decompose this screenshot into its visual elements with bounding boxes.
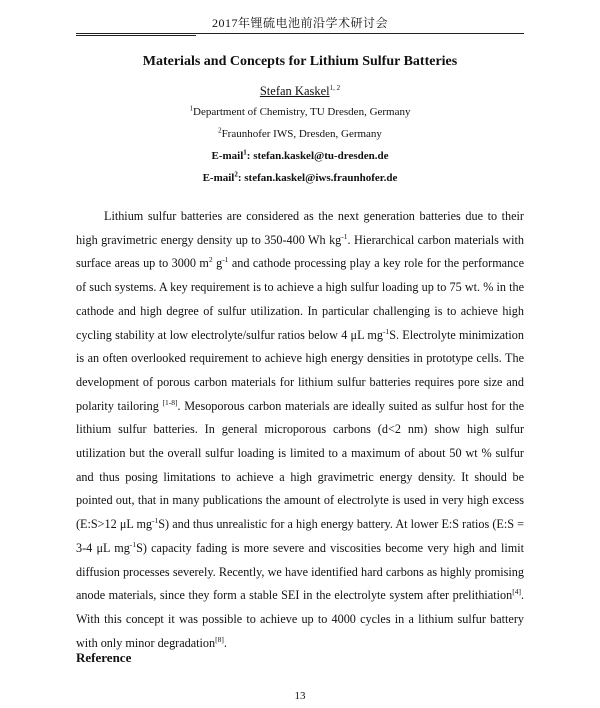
abstract-superscript: -1	[222, 255, 229, 265]
abstract-text: and cathode processing play a key role for the performance of such systems. A key requirement is to achieve a high sulfur loading up to 75 wt. % in the cathode and high degree of sulfur utilization. In particular challenging is to achieve high cycling stability at low electrolyte/sulfur ratios below 4 μL mg	[76, 256, 525, 342]
affiliation-1-text: Department of Chemistry, TU Dresden, Germany	[193, 106, 411, 118]
email-1-sep: :	[246, 150, 254, 162]
affiliation-1	[0, 106, 600, 118]
abstract-text: . With this concept it was possible to achieve up to 4000 cycles in a lithium sulfur battery with only minor degradation	[76, 588, 524, 650]
header-rule	[76, 33, 524, 34]
header-rule-accent	[76, 35, 196, 36]
abstract-text: . Mesoporous carbon materials are ideally suited as sulfur host for the lithium sulfur batteries. In general microporous carbons (d<2 nm) show high sulfur utilization but the overall sulfur loading is limited to a maximum of about 50 wt % sulfur and thus posing limitations to achieve a high gravimetric energy density. It should be pointed out, that in many publications the amount of electrolyte is used in very high excess (E:S>12 μL mg	[76, 398, 524, 532]
email-2	[0, 172, 600, 184]
email-1-mark: 1	[243, 148, 247, 157]
page-number: 13	[294, 690, 306, 702]
affiliation-2-text: Fraunhofer IWS, Dresden, Germany	[221, 128, 382, 140]
affiliation-1-mark: 1	[189, 104, 193, 113]
email-2-label: E-mail	[202, 172, 235, 184]
abstract-superscript: -1	[152, 516, 159, 526]
abstract-text: S. Electrolyte minimization is an often overlooked requirement to achieve high energy densities in prototype cells. The development of porous carbon materials for lithium sulfur batteries requires pore size and polarity tailoring	[76, 327, 524, 413]
affiliation-2	[0, 128, 600, 140]
abstract-text: S) capacity fading is more severe and viscosities become very high and limit diffusion processes severely. Recently, we have identified hard carbons as highly promising anode materials, since they form a stable SEI in the electrolyte system after prelithiation	[76, 540, 524, 603]
author-affiliation-marks: 1, 2	[329, 83, 341, 92]
email-2-mark: 2	[234, 170, 238, 179]
reference-heading: Reference	[76, 650, 132, 665]
abstract-text: .	[223, 635, 227, 650]
abstract-superscript: 2	[208, 255, 213, 265]
citation-marker: [1-8]	[162, 397, 178, 407]
abstract-text: . Hierarchical carbon materials with surface areas up to 3000 m	[76, 232, 524, 271]
author-name: Stefan Kaskel	[259, 84, 330, 98]
email-1	[0, 150, 600, 162]
abstract-superscript: -1	[129, 539, 137, 549]
citation-marker: [8]	[215, 634, 224, 644]
paper-title: Materials and Concepts for Lithium Sulfur Batteries	[142, 54, 458, 69]
abstract-superscript: -1	[382, 326, 390, 336]
email-1-address: stefan.kaskel@tu-dresden.de	[253, 150, 389, 162]
abstract-text: Lithium sulfur batteries are considered as the next generation batteries due to their high gravimetric energy density up to 350-400 Wh kg	[76, 209, 524, 247]
email-2-sep: :	[237, 172, 245, 184]
abstract-paragraph	[76, 205, 524, 655]
author-line	[0, 84, 600, 99]
citation-marker: [4]	[512, 587, 521, 597]
affiliation-2-mark: 2	[218, 126, 222, 135]
abstract-text: g	[212, 256, 223, 271]
abstract-superscript: -1	[341, 231, 348, 241]
email-1-label: E-mail	[211, 150, 244, 162]
email-2-address: stefan.kaskel@iws.fraunhofer.de	[244, 172, 398, 184]
running-header: 2017年锂硫电池前沿学术研讨会	[211, 16, 388, 30]
abstract-text: S) and thus unrealistic for a high energy battery. At lower E:S ratios (E:S = 3-4 μL mg	[76, 517, 524, 555]
